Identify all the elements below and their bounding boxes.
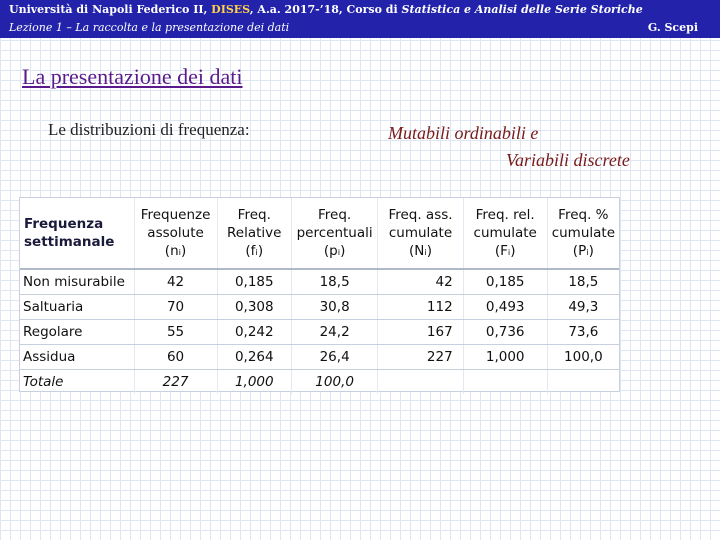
table-row-total bbox=[20, 370, 619, 395]
header-cell-line: (Fᵢ) bbox=[494, 243, 516, 259]
table-cell: 100,0 bbox=[291, 370, 377, 395]
table-cell: 42 bbox=[134, 269, 217, 295]
subtitle-right-line1: Mutabili ordinabili e bbox=[388, 123, 539, 143]
header-cell-absolute bbox=[134, 198, 217, 269]
table-cell: 0,736 bbox=[463, 320, 547, 345]
table-cell: 227 bbox=[134, 370, 217, 395]
header-course-prefix: , A.a. 2017-’18, Corso di bbox=[249, 3, 398, 16]
header-university: Università di Napoli Federico II, bbox=[9, 3, 208, 16]
header-dept: DISES bbox=[211, 3, 250, 16]
table-row bbox=[20, 320, 619, 345]
header-cell-line: (Nᵢ) bbox=[408, 243, 433, 259]
table-cell: 24,2 bbox=[291, 320, 377, 345]
table-cell: Saltuaria bbox=[20, 295, 134, 320]
header-course-name: Statistica e Analisi delle Serie Storiche bbox=[401, 3, 643, 16]
header-cell-line: Relative bbox=[227, 225, 282, 241]
table-cell: 0,185 bbox=[463, 269, 547, 295]
slide-header bbox=[0, 0, 720, 38]
frequency-table bbox=[20, 198, 619, 394]
header-cell-line: settimanale bbox=[24, 234, 115, 250]
slide-title: La presentazione dei dati bbox=[22, 64, 243, 89]
table-row bbox=[20, 269, 619, 295]
table-cell: 18,5 bbox=[547, 269, 619, 295]
frequency-table-container bbox=[19, 197, 620, 392]
table-cell: 0,185 bbox=[217, 269, 291, 295]
subtitle-right-line2: Variabili discrete bbox=[506, 150, 630, 170]
header-cell-line: cumulate bbox=[551, 225, 615, 241]
header-cell-line: cumulate bbox=[473, 225, 537, 241]
table-cell: 26,4 bbox=[291, 345, 377, 370]
table-cell: 100,0 bbox=[547, 345, 619, 370]
table-cell: 112 bbox=[378, 295, 463, 320]
header-cell-line: Frequenza bbox=[24, 216, 104, 232]
header-cell-line: Freq. bbox=[237, 207, 271, 223]
header-cell-line: Freq. rel. bbox=[475, 207, 535, 223]
header-cell-line: (pᵢ) bbox=[323, 243, 346, 259]
header-cell-line: (fᵢ) bbox=[245, 243, 264, 259]
table-cell-empty bbox=[378, 370, 463, 395]
table-header-row bbox=[20, 198, 619, 269]
table-cell: 0,493 bbox=[463, 295, 547, 320]
table-cell: 42 bbox=[378, 269, 463, 295]
header-cell-line: Freq. % bbox=[558, 207, 609, 223]
table-cell: 167 bbox=[378, 320, 463, 345]
table-cell: 73,6 bbox=[547, 320, 619, 345]
header-cell-relative bbox=[217, 198, 291, 269]
table-cell-empty bbox=[547, 370, 619, 395]
table-cell: 227 bbox=[378, 345, 463, 370]
header-cell-cum-rel bbox=[463, 198, 547, 269]
header-author: G. Scepi bbox=[647, 21, 698, 34]
table-cell: Non misurabile bbox=[20, 269, 134, 295]
table-cell: 1,000 bbox=[217, 370, 291, 395]
table-cell: 0,242 bbox=[217, 320, 291, 345]
table-cell: 55 bbox=[134, 320, 217, 345]
header-cell-line: (nᵢ) bbox=[164, 243, 187, 259]
header-lesson-text: Lezione 1 – La raccolta e la presentazione dei dati bbox=[9, 21, 290, 34]
table-cell: 0,308 bbox=[217, 295, 291, 320]
slide-subtitle-right bbox=[388, 120, 630, 174]
table-cell: Assidua bbox=[20, 345, 134, 370]
header-cell-cum-abs bbox=[378, 198, 463, 269]
table-cell: 60 bbox=[134, 345, 217, 370]
table-cell: 0,264 bbox=[217, 345, 291, 370]
header-cell-line: cumulate bbox=[388, 225, 453, 241]
table-row bbox=[20, 345, 619, 370]
table-cell: Regolare bbox=[20, 320, 134, 345]
header-cell-line: Frequenze bbox=[140, 207, 211, 223]
table-cell-empty bbox=[463, 370, 547, 395]
slide-subtitle: Le distribuzioni di frequenza: bbox=[48, 120, 250, 139]
table-cell: 18,5 bbox=[291, 269, 377, 295]
table-cell: 30,8 bbox=[291, 295, 377, 320]
header-cell-cum-pct bbox=[547, 198, 619, 269]
header-cell-line: Freq. bbox=[318, 207, 352, 223]
header-course-line bbox=[9, 3, 643, 16]
header-cell-line: percentuali bbox=[296, 225, 373, 241]
header-cell-category bbox=[20, 198, 134, 269]
header-cell-percent bbox=[291, 198, 377, 269]
table-cell: 70 bbox=[134, 295, 217, 320]
table-cell: 1,000 bbox=[463, 345, 547, 370]
header-cell-line: assolute bbox=[147, 225, 204, 241]
header-cell-line: (Pᵢ) bbox=[572, 243, 594, 259]
table-cell: Totale bbox=[23, 374, 64, 390]
header-lesson bbox=[9, 21, 289, 34]
table-row bbox=[20, 295, 619, 320]
table-cell: 49,3 bbox=[547, 295, 619, 320]
header-cell-line: Freq. ass. bbox=[388, 207, 453, 223]
